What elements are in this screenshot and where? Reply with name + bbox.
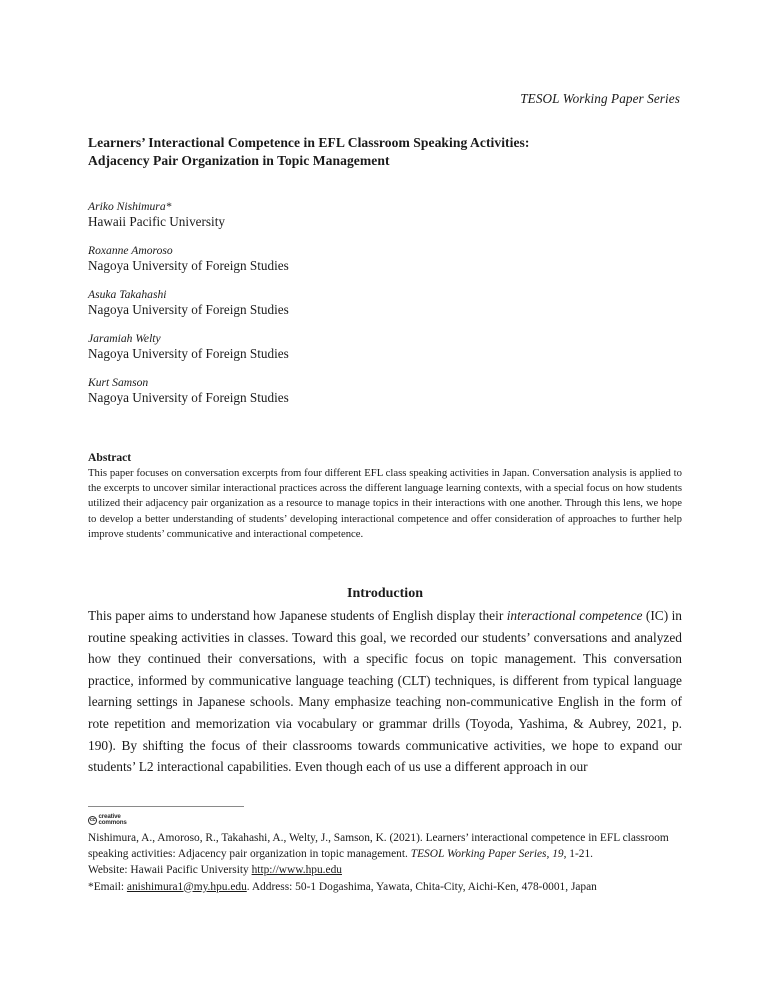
paragraph-text-part-1: This paper aims to understand how Japanese students of English display their [88, 608, 507, 623]
running-head: TESOL Working Paper Series [520, 91, 680, 106]
address-text: . Address: 50-1 Dogashima, Yawata, Chita-City, Aichi-Ken, 478-0001, Japan [246, 880, 597, 893]
cc-circle-mark: cc [88, 816, 97, 825]
section-heading: Introduction [347, 586, 423, 601]
author-list [88, 199, 682, 419]
website-label: Website: Hawaii Pacific University [88, 864, 252, 877]
citation-text: Nishimura, A., Amoroso, R., Takahashi, A., Welty, J., Samson, K. (2021). Learners’ interactional competence in EFL classroom speaking activities: Adjacency pair organization in topic management. [88, 832, 669, 861]
abstract-section [88, 451, 682, 542]
author-affiliation: Nagoya University of Foreign Studies [88, 302, 289, 317]
cc-wordmark [99, 814, 127, 826]
author-name: Ariko Nishimura* [88, 200, 172, 213]
citation-journal: TESOL Working Paper Series, [410, 848, 550, 861]
paragraph-italic-term: interactional competence [506, 608, 643, 623]
section-paragraph [88, 605, 682, 778]
author-entry [88, 287, 682, 318]
citation-pages: , 1-21. [563, 848, 594, 861]
citation-line [88, 830, 682, 862]
author-affiliation: Hawaii Pacific University [88, 214, 225, 229]
author-entry [88, 375, 682, 406]
author-entry [88, 199, 682, 230]
author-affiliation: Nagoya University of Foreign Studies [88, 346, 289, 361]
title-line-2: Adjacency Pair Organization in Topic Management [88, 152, 390, 168]
email-link[interactable]: anishimura1@my.hpu.edu [126, 880, 247, 893]
cc-word-creative: creative [98, 813, 121, 821]
introduction-section [88, 585, 682, 778]
author-name: Kurt Samson [88, 376, 149, 389]
footnote-divider [88, 806, 244, 807]
author-affiliation: Nagoya University of Foreign Studies [88, 390, 289, 405]
paper-title [88, 134, 682, 169]
paragraph-text-part-2: (IC) in routine speaking activities in classes. Toward this goal, we recorded our students’ conversations and analyzed how they continued their conversations, with a specific focus on topic management. This conversation practice, informed by communicative language teaching (CLT) techniques, is different from typical language learning settings in Japanese schools. Many emphasize teaching non-communicative English in the form of rote repetition and memorization via vocabulary or grammar drills (Toyoda, Yashima, & Aubrey, 2021, p. 190). By shifting the focus of their classrooms towards communicative activities, we hope to expand our students’ L2 interactional capabilities. Even though each of us use a different approach in our [88, 608, 683, 775]
citation-volume: 19 [552, 848, 564, 861]
creative-commons-icon [88, 814, 127, 826]
author-entry [88, 331, 682, 362]
website-line [88, 862, 682, 878]
title-line-1: Learners’ Interactional Competence in EFL Classroom Speaking Activities: [88, 135, 530, 150]
author-name: Jaramiah Welty [88, 332, 161, 345]
cc-word-commons: commons [98, 819, 127, 827]
email-label: *Email: [88, 880, 127, 893]
author-entry [88, 243, 682, 274]
abstract-heading: Abstract [88, 451, 132, 464]
author-name: Roxanne Amoroso [88, 244, 173, 257]
author-affiliation: Nagoya University of Foreign Studies [88, 258, 289, 273]
footnote-block [88, 806, 682, 895]
email-line [88, 879, 682, 895]
author-name: Asuka Takahashi [88, 288, 167, 301]
website-link[interactable]: http://www.hpu.edu [251, 864, 342, 877]
footnote-text [88, 830, 682, 895]
abstract-body: This paper focuses on conversation excerpts from four different EFL class speaking activities in Japan. Conversation analysis is applied to the excerpts to uncover similar interactional practices across the different language learning contexts, with a special focus on how students utilized their adjacency pair organization as a resource to manage topics in their interactions with one another. Through this lens, we hope to develop a better understanding of students’ developing interactional competence and offer consideration of approaches to further help improve students’ communicative and interactional competence. [88, 467, 682, 540]
